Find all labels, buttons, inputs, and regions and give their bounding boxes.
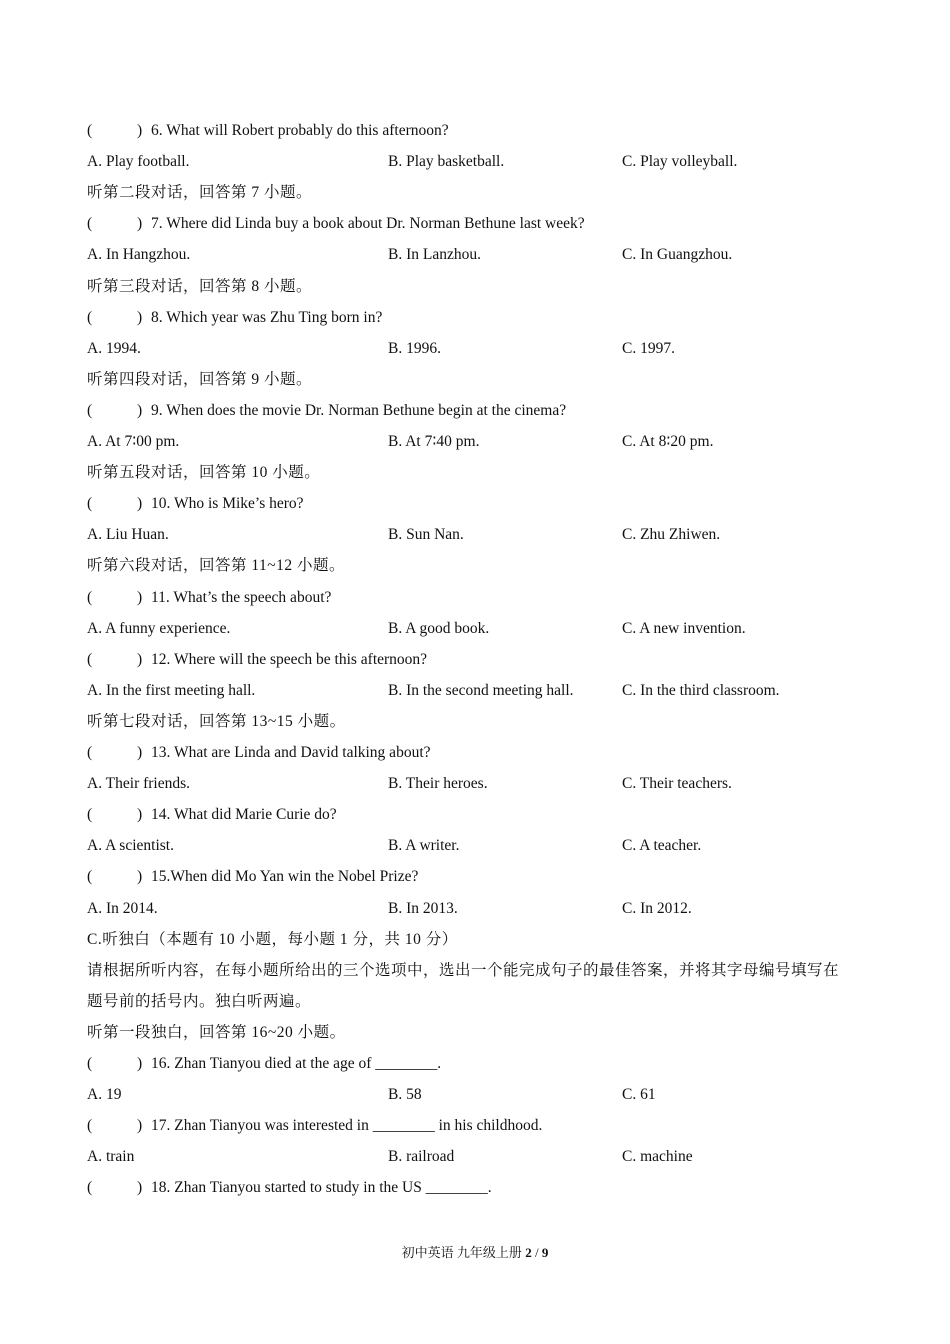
section-instruction: 听第五段对话，回答第 10 小题。 [87,464,321,482]
option-a: A. Their friends. [87,775,191,793]
question-line [87,1049,877,1079]
question-number: 7. [151,215,163,233]
answer-paren-close: ) [137,122,143,139]
answer-paren-open: ( [87,744,93,761]
option-b: B. In the second meeting hall. [388,681,574,699]
question-line [87,1173,877,1203]
answer-paren-open: ( [87,806,93,824]
answer-paren-close: ) [137,1117,143,1135]
options-row [87,147,877,177]
option-a: A. At 7∶00 pm. [87,433,180,450]
question-line [87,489,877,519]
page-footer [0,1243,950,1263]
question-text: Who is Mike’s hero? [173,495,304,513]
option-c: C. 61 [622,1086,656,1104]
question-number: 14. [151,806,171,824]
question-text: Zhan Tianyou died at the age of ________. [174,1055,442,1072]
question-number: 15. [151,868,171,886]
answer-paren-open: ( [87,495,93,513]
question-text: What did Marie Curie do? [173,806,337,824]
option-b: B. In Lanzhou. [388,246,481,264]
options-row [87,520,877,550]
options-row [87,831,877,861]
question-text: Zhan Tianyou was interested in ________ in his childhood. [174,1117,543,1135]
question-line [87,738,877,768]
section-instruction: 听第二段对话，回答第 7 小题。 [87,184,313,202]
option-b: B. A good book. [388,619,490,637]
answer-paren-open: ( [87,650,93,668]
section-instruction: 听第六段对话，回答第 11~12 小题。 [87,557,346,575]
question-text: What’s the speech about? [173,588,332,606]
question-number: 6. [151,122,163,139]
section-instruction: 题号前的括号内。独白听两遍。 [87,992,312,1010]
question-line [87,645,877,675]
options-row [87,1142,877,1172]
option-a: A. In the first meeting hall. [87,681,256,699]
question-text: Where did Linda buy a book about Dr. Norman Bethune last week? [166,215,585,233]
option-c: C. Their teachers. [622,775,732,793]
answer-paren-open: ( [87,588,93,606]
option-c: C. A new invention. [622,619,746,637]
options-row [87,614,877,644]
answer-paren-close: ) [137,806,143,824]
question-text: When did Mo Yan win the Nobel Prize? [170,868,419,886]
option-a: A. In Hangzhou. [87,246,191,264]
answer-paren-close: ) [137,744,143,761]
option-b: B. railroad [388,1148,455,1166]
question-line [87,396,877,426]
option-b: B. At 7∶40 pm. [388,433,480,450]
option-c: C. A teacher. [622,837,702,855]
section-instruction: 听第三段对话，回答第 8 小题。 [87,277,313,295]
answer-paren-open: ( [87,122,93,139]
answer-paren-close: ) [137,588,143,606]
answer-paren-close: ) [137,495,143,513]
option-c: C. In the third classroom. [622,681,780,699]
question-line [87,800,877,830]
options-row [87,1080,877,1110]
section-instruction: 听第七段对话，回答第 13~15 小题。 [87,712,346,730]
question-text: Where will the speech be this afternoon? [173,650,428,668]
question-text: When does the movie Dr. Norman Bethune begin at the cinema? [166,401,567,419]
options-row [87,334,877,364]
question-number: 9. [151,401,163,419]
question-text: What will Robert probably do this afternoon? [166,122,449,139]
option-c: C. Zhu Zhiwen. [622,526,721,544]
answer-paren-close: ) [137,650,143,668]
options-row [87,894,877,924]
answer-paren-open: ( [87,1179,93,1197]
question-number: 16. [151,1055,171,1072]
option-c: C. machine [622,1148,693,1166]
question-text: Zhan Tianyou started to study in the US ________. [174,1179,492,1197]
options-row [87,240,877,270]
option-a: A. A scientist. [87,837,174,855]
answer-paren-close: ) [137,1055,143,1072]
options-row [87,676,877,706]
option-b: B. Their heroes. [388,775,488,793]
option-b: B. 1996. [388,339,441,357]
question-number: 10. [151,495,171,513]
option-b: B. Play basketball. [388,153,505,171]
section-instruction: 听第四段对话，回答第 9 小题。 [87,370,313,388]
question-text: Which year was Zhu Ting born in? [166,308,383,326]
question-line [87,583,877,613]
question-number: 13. [151,744,171,761]
answer-paren-close: ) [137,215,143,233]
section-instruction: 听第一段独白，回答第 16~20 小题。 [87,1023,346,1041]
option-c: C. At 8∶20 pm. [622,433,714,450]
option-a: A. train [87,1148,135,1166]
question-line [87,116,877,146]
option-a: A. Play football. [87,153,190,171]
option-c: C. In Guangzhou. [622,246,733,264]
question-line [87,862,877,892]
section-instruction: C.听独白（本题有 10 小题，每小题 1 分，共 10 分） [87,930,458,948]
question-number: 8. [151,308,163,326]
option-c: C. In 2012. [622,899,692,917]
answer-paren-close: ) [137,1179,143,1197]
options-row [87,769,877,799]
option-a: A. 19 [87,1086,122,1104]
options-row [87,427,877,457]
section-instruction: 请根据所听内容，在每小题所给出的三个选项中，选出一个能完成句子的最佳答案，并将其字母编号填写在 [87,961,840,979]
footer-separator: / [534,1245,539,1260]
answer-paren-close: ) [137,308,143,326]
option-b: B. In 2013. [388,899,458,917]
answer-paren-open: ( [87,215,93,233]
option-a: A. A funny experience. [87,619,231,637]
question-number: 18. [151,1179,171,1197]
option-a: A. 1994. [87,339,141,357]
option-a: A. In 2014. [87,899,158,917]
answer-paren-open: ( [87,1055,93,1072]
footer-page-total: 9 [541,1245,549,1260]
question-number: 17. [151,1117,171,1135]
option-a: A. Liu Huan. [87,526,169,544]
option-b: B. Sun Nan. [388,526,464,544]
question-number: 12. [151,650,171,668]
option-c: C. Play volleyball. [622,153,738,171]
option-b: B. A writer. [388,837,460,855]
footer-page-number: 2 [525,1245,532,1260]
option-c: C. 1997. [622,339,675,357]
question-line [87,1111,877,1141]
question-text: What are Linda and David talking about? [173,744,431,761]
answer-paren-open: ( [87,868,93,886]
answer-paren-close: ) [137,868,143,886]
question-line [87,209,877,239]
answer-paren-open: ( [87,308,93,326]
answer-paren-close: ) [137,401,143,419]
question-number: 11. [151,588,170,606]
question-line [87,303,877,333]
answer-paren-open: ( [87,1117,93,1135]
option-b: B. 58 [388,1086,422,1104]
answer-paren-open: ( [87,401,93,419]
footer-label: 初中英语 九年级上册 [401,1245,522,1260]
